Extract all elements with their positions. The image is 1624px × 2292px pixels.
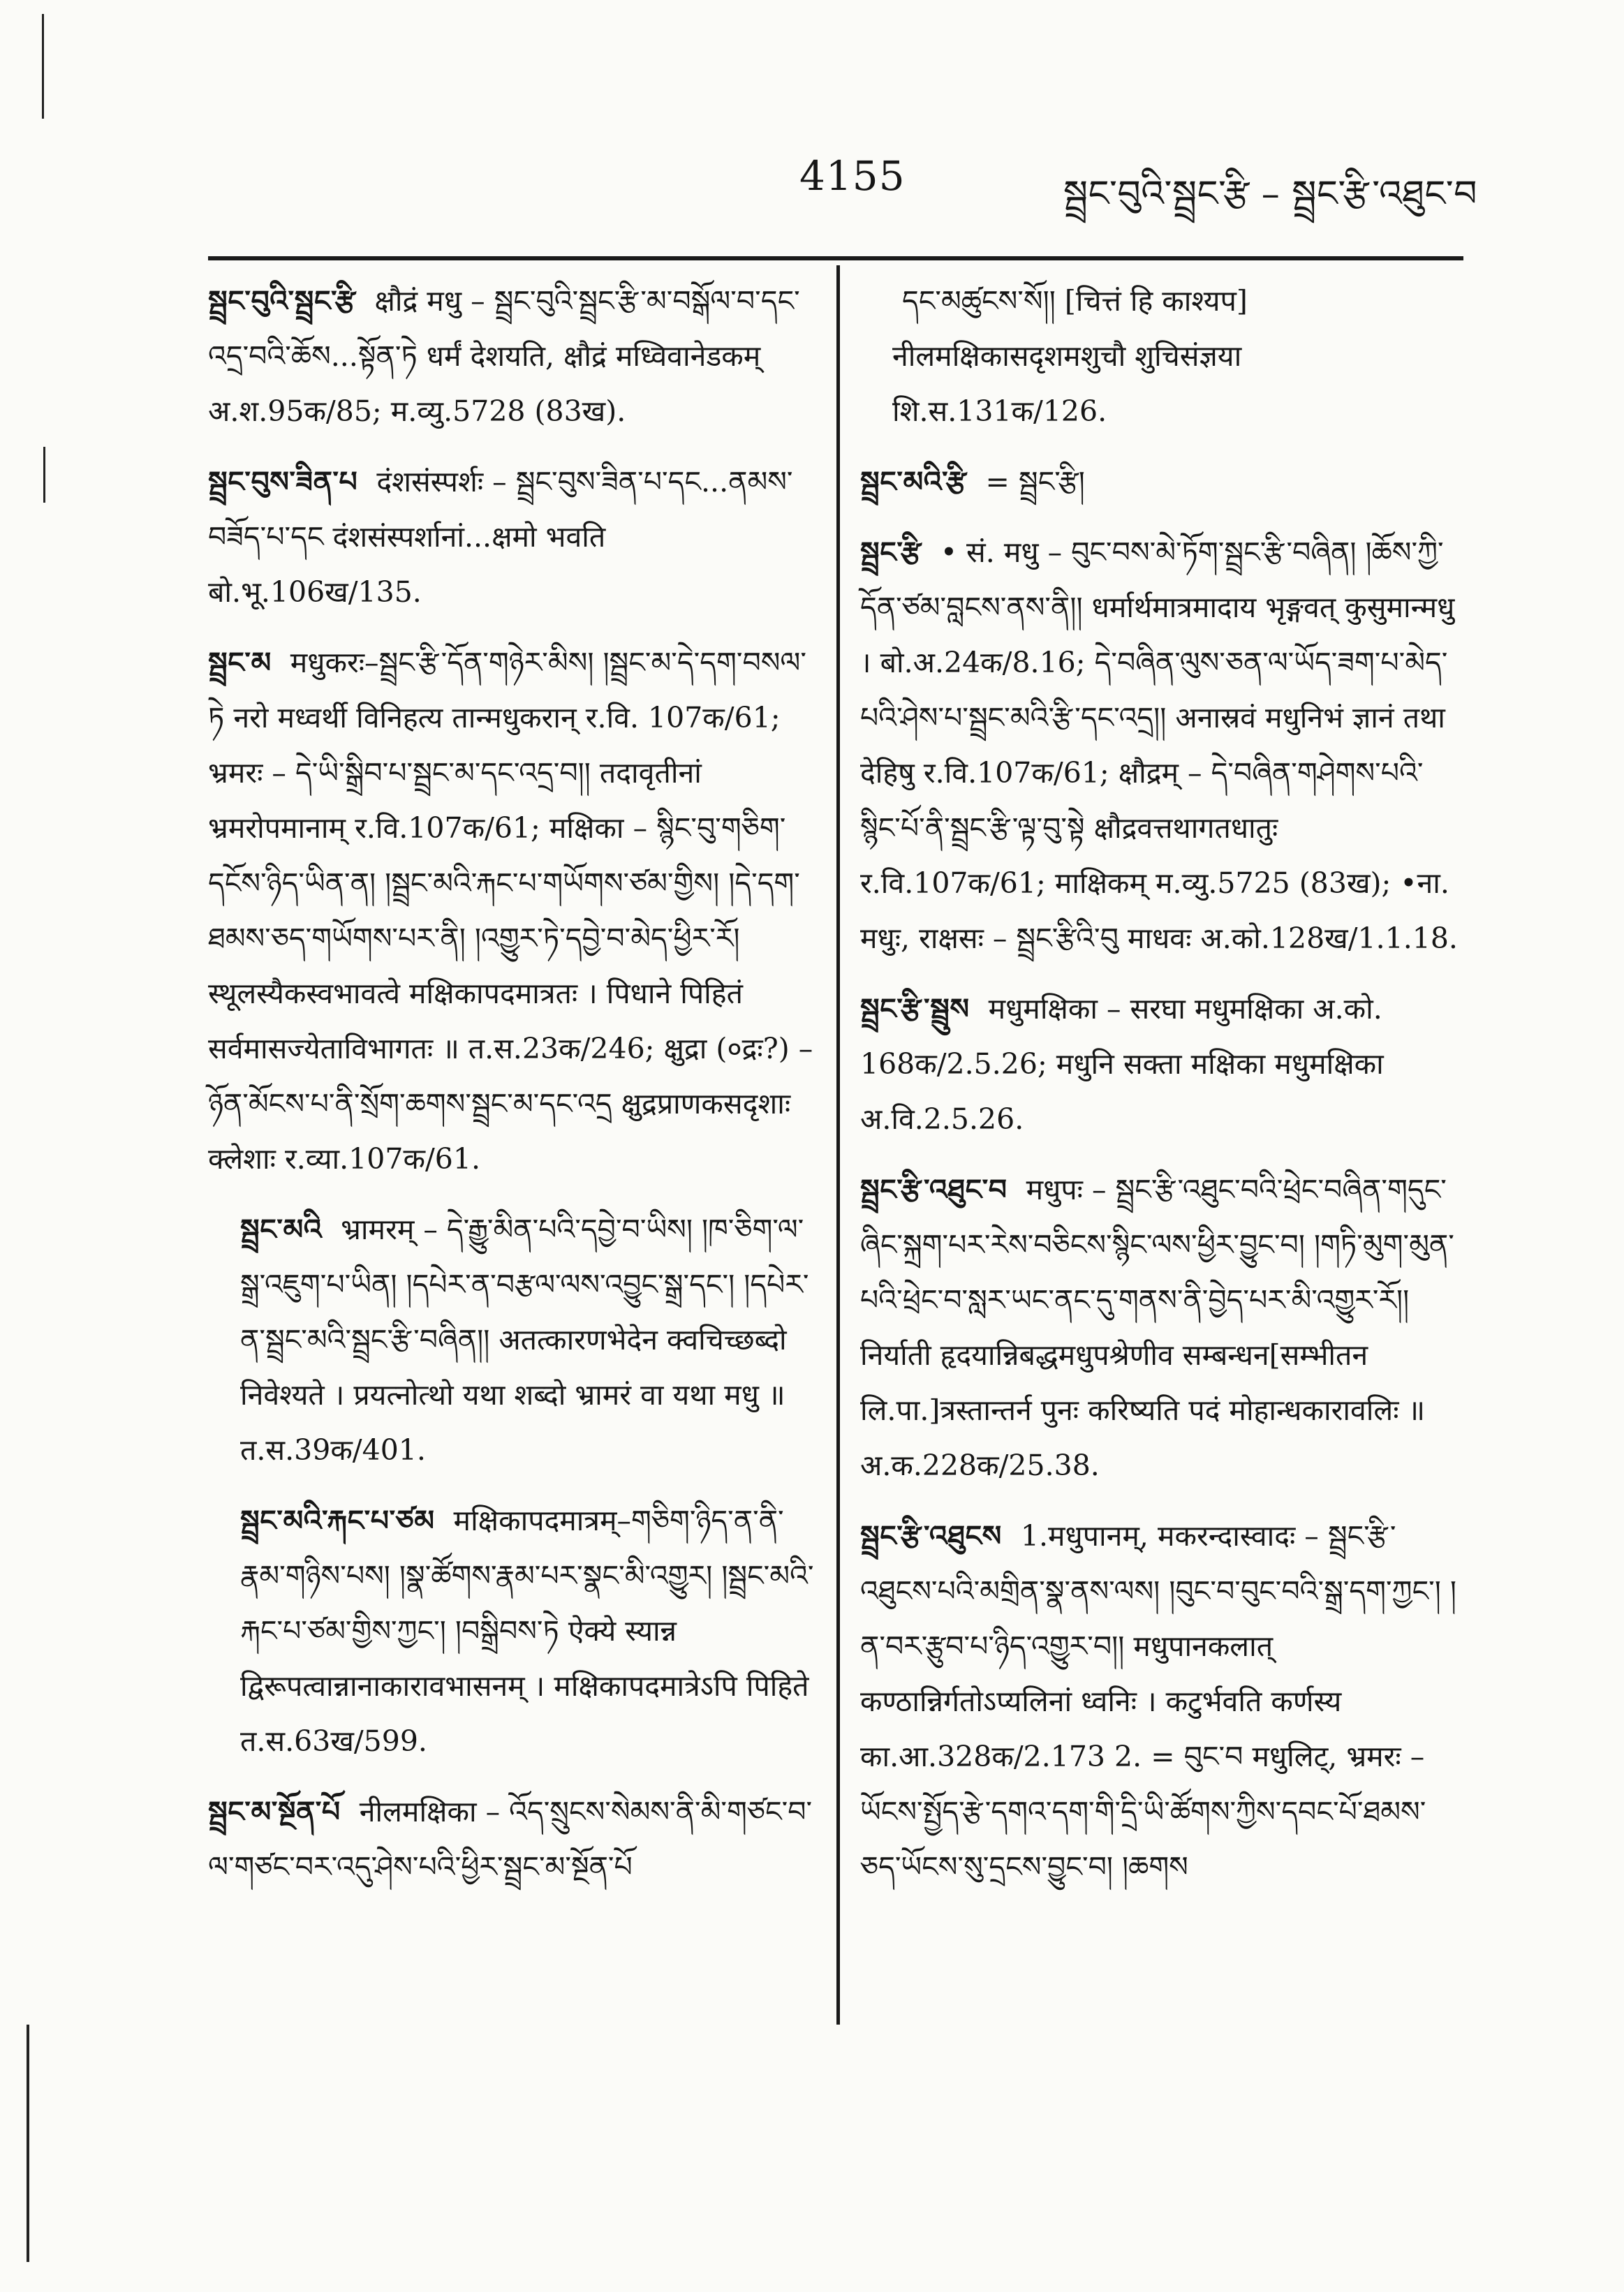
entry-body: मधुपः – སྦྲང་རྩི་འཐུང་བའི་ཕྲེང་བཞིན་གདུང་ཞིང་སྐྲག་པར་རེས་བཅིངས་སྙིང་ལས་ཕྱིར་བྱུང་བ། །གཏི་མུག་མུན་པའི་ཕྲེང་བ་སླར་ཡང་ནང་དུ་གནས་ནི་བྱེད་པར་མི་འགྱུར་རོ།། निर्याती हृदयान्निबद्धमधुपश्रेणीव सम्बन्धन[सम्भीतन लि.पा.]त्रस्तान्तर्न पुनः करिष्यति पदं मोहान्धकारावलिः ॥ अ.क.228क/25.38. <box>860 1173 1454 1482</box>
column-divider <box>836 265 840 2025</box>
entry-body: नीलमक्षिका – འོད་སྲུངས་སེམས་ནི་མི་གཙང་བ་ལ་གཙང་བར་འདུ་ཤེས་པའི་ཕྱིར་སྦྲང་མ་སྔོན་པོ <box>208 1795 813 1884</box>
entry-body: 1.मधुपानम्, मकरन्दास्वादः – སྦྲང་རྩི་འཐུངས་པའི་མགྲིན་སྣ་ནས་ལས། །བུང་བ་བུང་བའི་སྒྲ་དག་ཀྱང་། །ན་བར་རྩུབ་པ་ཉིད་འགྱུར་བ།། मधुपानकलात् कण्ठान्निर्गतोऽप्यलिनां ध्वनिः । कटुर्भवति कर्णस्य का.आ.328क/2.173 2. = བུང་བ मधुलिट्, भ्रमरः – ཡོངས་སྤྱོད་རྩེ་དགའ་དག་གི་དྲི་ཡི་ཚོགས་ཀྱིས་དབང་པོ་ཐམས་ཅད་ཡོངས་སུ་དྲངས་བྱུང་བ། །ཆགས <box>860 1519 1456 1884</box>
entry-body: དང་མཚུངས་སོ།། [चित्तं हि काश्यप] नीलमक्षिकासदृशमशुचौ शुचिसंज्ञया शि.स.131क/126. <box>892 284 1248 428</box>
running-head: སྦྲང་བུའི་སྦྲང་རྩི – སྦྲང་རྩི་འཐུང་བ <box>1063 173 1477 215</box>
sub-entry <box>208 1202 814 1478</box>
entry-continuation <box>860 274 1463 439</box>
page-number: 4155 <box>799 152 906 200</box>
entry-body: • सं. मधु – བུང་བས་མེ་ཏོག་སྦྲང་རྩི་བཞིན། །ཆོས་ཀྱི་དོན་ཙམ་བླངས་ནས་ནི།། धर्मार्थमात्रमादाय भृङ्गवत् कुसुमान्मधु । बो.अ.24क/8.16; དེ་བཞིན་ལུས་ཅན་ལ་ཡོད་ཟག་པ་མེད་པའི་ཤེས་པ་སྦྲང་མའི་རྩི་དང་འདྲ།། अनास्रवं मधुनिभं ज्ञानं तथा देहिषु र.वि.107क/61; क्षौद्रम् – དེ་བཞིན་གཤེགས་པའི་སྙིང་པོ་ནི་སྦྲང་རྩི་ལྟ་བུ་སྟེ क्षौद्रवत्तथागतधातुः र.वि.107क/61; माक्षिकम् म.व्यु.5725 (83ख); •ना. मधुः, राक्षसः – སྦྲང་རྩིའི་བུ माधवः अ.को.128ख/1.1.18. <box>860 535 1458 955</box>
entry <box>860 1162 1463 1493</box>
entry-headword: སྦྲང་མ <box>208 646 272 679</box>
entry <box>860 454 1463 510</box>
entry-headword: སྦྲང་མའི་རྩི <box>860 465 967 498</box>
margin-mark-top <box>42 14 44 119</box>
entry-headword: སྦྲང་མའི <box>240 1213 323 1246</box>
right-column <box>860 274 1463 1910</box>
entry-body: दंशसंस्पर्शः – སྦྲང་བུས་ཟིན་པ་དང...ནམས་བཟོད་པ་དང दंशसंस्पर्शानां...क्षमो भवति बो.भू.106ख/135. <box>208 465 793 609</box>
entry-headword: སྦྲང་རྩི་སྦྲུས <box>860 992 970 1026</box>
entry-headword: སྦྲང་རྩི་འཐུང་བ <box>860 1173 1007 1206</box>
entry-body: मक्षिकापदमात्रम्–གཅིག་ཉིད་ན་ནི་རྣམ་གཉིས་པས། །སྣ་ཚོགས་རྣམ་པར་སྣང་མི་འགྱུར། །སྦྲང་མའི་རྐང་པ་ཙམ་གྱིས་ཀྱང་། །བསྒྲིབས་ཏེ ऐक्ये स्यान्न द्विरूपत्वान्नानाकारावभासनम् । मक्षिकापदमात्रेऽपि पिहिते त.स.63ख/599. <box>240 1504 814 1758</box>
entry-body: मधुमक्षिका – सरघा मधुमक्षिका अ.को. 168क/2.5.26; मधुनि सक्ता मक्षिका मधुमक्षिका अ.वि.2.5.26. <box>860 992 1384 1136</box>
entry-body: भ्रामरम् – དེ་རྒྱུ་མིན་པའི་དབྱེ་བ་ཡིས། །ཁ་ཅིག་ལ་སྒྲ་འཇུག་པ་ཡིན། །དཔེར་ན་བརྩལ་ལས་འབྱུང་སྒྲ་དང་། །དཔེར་ན་སྦྲང་མའི་སྦྲང་རྩི་བཞིན།། अतत्कारणभेदेन क्वचिच्छब्दो निवेश्यते । प्रयत्नोत्थो यथा शब्दो भ्रामरं वा यथा मधु ॥ त.स.39क/401. <box>240 1213 809 1467</box>
header-rule <box>208 256 1463 260</box>
entry-body: = སྦྲང་རྩི། <box>985 465 1085 498</box>
entry <box>860 1509 1463 1895</box>
entry-body: क्षौद्रं मधु – སྦྲང་བུའི་སྦྲང་རྩི་མ་བསྒོལ་བ་དང་འདྲ་བའི་ཆོས...སྟོན་ཏེ धर्मं देशयति, क्षौद्रं मध्विवानेडकम् अ.श.95क/85; म.व्यु.5728 (83ख). <box>208 284 800 428</box>
entry <box>208 1784 814 1895</box>
entry <box>208 635 814 1187</box>
entry <box>860 525 1463 966</box>
entry-headword: སྦྲང་བུའི་སྦྲང་རྩི <box>208 284 356 318</box>
entry <box>208 274 814 439</box>
margin-mark-upper <box>43 447 45 503</box>
margin-mark-bottom <box>27 2025 29 2262</box>
left-column <box>208 274 814 1910</box>
entry-headword: སྦྲང་མ་སྔོན་པོ <box>208 1795 341 1828</box>
entry-headword: སྦྲང་བུས་ཟིན་པ <box>208 465 358 498</box>
entry-headword: སྦྲང་རྩི་འཐུངས <box>860 1519 1002 1553</box>
entry <box>208 454 814 620</box>
entry-headword: སྦྲང་རྩི <box>860 535 922 569</box>
sub-entry <box>208 1493 814 1769</box>
entry-headword: སྦྲང་མའི་རྐང་པ་ཙམ <box>240 1504 435 1537</box>
entry <box>860 982 1463 1147</box>
entry-body: मधुकरः–སྦྲང་རྩི་དོན་གཉེར་མིས། །སྦྲང་མ་དེ་དག་བསལ་ཏེ नरो मध्वर्थी विनिहत्य तान्मधुकरान् र.वि. 107क/61; भ्रमरः – དེ་ཡི་སྒྲིབ་པ་སྦྲང་མ་དང་འདྲ་བ།། तदावृतीनां भ्रमरोपमानाम् र.वि.107क/61; मक्षिका – སྙིང་བུ་གཅིག་དངོས་ཉིད་ཡིན་ན། །སྦྲང་མའི་རྐང་པ་གཡོགས་ཙམ་གྱིས། །དེ་དག་ཐམས་ཅད་གཡོགས་པར་ནི། །འགྱུར་ཏེ་དབྱེ་བ་མེད་ཕྱིར་རོ། स्थूलस्यैकस्वभावत्वे मक्षिकापदमात्रतः । पिधाने पिहितं सर्वमासज्येताविभागतः ॥ त.स.23क/246; क्षुद्रा (०द्रः?) – ཉོན་མོངས་པ་ནི་སྲོག་ཆགས་སྦྲང་མ་དང་འདྲ क्षुद्रप्राणकसदृशाः क्लेशाः र.व्या.107क/61. <box>208 646 813 1176</box>
